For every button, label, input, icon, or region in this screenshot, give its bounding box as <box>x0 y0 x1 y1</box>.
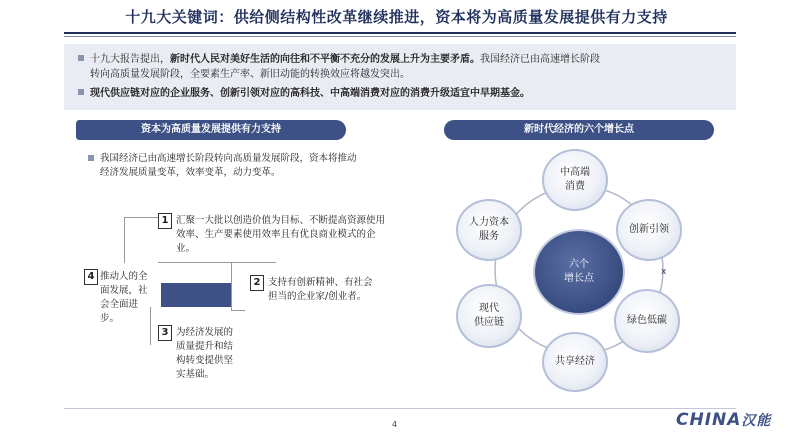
node-label: 绿色低碳 <box>627 315 667 326</box>
right-panel-header: 新时代经济的六个增长点 <box>444 120 714 140</box>
center-block <box>161 283 231 307</box>
node-innovation <box>616 199 682 261</box>
node-sharing-economy <box>542 332 608 392</box>
center-node <box>533 229 625 315</box>
logo-c: C <box>676 410 690 430</box>
stray-mark: x <box>661 267 667 277</box>
node-high-end-consumption <box>542 149 608 211</box>
item-text-2: 支持有创新精神、有社会担当的企业家/创业者。 <box>268 277 373 302</box>
item-text-1: 汇聚一大批以创造价值为目标、不断提高资源使用效率、生产要素使用效率且有优良商业模式的企业。 <box>176 215 386 254</box>
center-node-label: 六个 增长点 <box>564 259 594 284</box>
summary-point-1 <box>78 52 726 82</box>
logo-cn: 汉能 <box>741 413 772 429</box>
brand-logo <box>676 410 771 430</box>
node-label: 人力资本 服务 <box>469 217 509 242</box>
title-divider <box>64 32 736 34</box>
connector-line <box>150 307 151 345</box>
connector-line <box>124 217 125 263</box>
item-number-3: 3 <box>158 325 172 341</box>
left-panel-bullet-text: 我国经济已由高速增长阶段转向高质量发展阶段，资本将推动经济发展质量变革，效率变革，动力变革。 <box>100 153 357 178</box>
item-number-2: 2 <box>250 275 264 291</box>
item-number-4: 4 <box>84 269 98 285</box>
summary-text: 十九大报告提出， <box>90 54 170 65</box>
connector-line <box>231 262 232 310</box>
left-panel-header: 资本为高质量发展提供有力支持 <box>76 120 346 140</box>
square-bullet-icon <box>88 155 94 161</box>
summary-point-2 <box>78 86 726 101</box>
left-panel-bullet <box>88 152 358 180</box>
title-divider-thin <box>64 36 736 37</box>
node-label: 创新引领 <box>629 224 669 235</box>
summary-emphasis: 现代供应链对应的企业服务、创新引领对应的高科技、中高端消费对应的消费升级适宜中早期基金。 <box>90 88 530 99</box>
square-bullet-icon <box>78 89 84 95</box>
page-title: 十九大关键词：供给侧结构性改革继续推进，资本将为高质量发展提供有力支持 <box>125 8 668 26</box>
node-green-low-carbon <box>614 289 680 353</box>
connector-line <box>158 262 276 263</box>
item-number-1: 1 <box>158 213 172 229</box>
logo-latin: HINA <box>689 410 742 430</box>
summary-text-tail: 我国经济已由高速增长阶段 <box>480 54 600 65</box>
item-text-3: 为经济发展的质量提升和结构转变提供坚实基础。 <box>176 327 234 380</box>
node-human-capital <box>456 199 522 261</box>
connector-line <box>124 217 158 218</box>
connector-line <box>231 310 245 311</box>
page-number: 4 <box>392 420 398 429</box>
summary-box <box>64 44 736 110</box>
item-text-4: 推动人的全面发展，社会全面进步。 <box>100 271 148 324</box>
node-label: 中高端 消费 <box>560 167 590 192</box>
summary-text-continued: 转向高质量发展阶段，全要素生产率、新旧动能的转换效应将越发突出。 <box>90 69 410 80</box>
node-modern-supply-chain <box>456 284 522 348</box>
summary-emphasis: 新时代人民对美好生活的向往和不平衡不充分的发展上升为主要矛盾。 <box>170 54 480 65</box>
node-label: 现代 供应链 <box>474 303 504 328</box>
footer-divider <box>64 408 736 409</box>
square-bullet-icon <box>78 55 84 61</box>
node-label: 共享经济 <box>555 356 595 367</box>
